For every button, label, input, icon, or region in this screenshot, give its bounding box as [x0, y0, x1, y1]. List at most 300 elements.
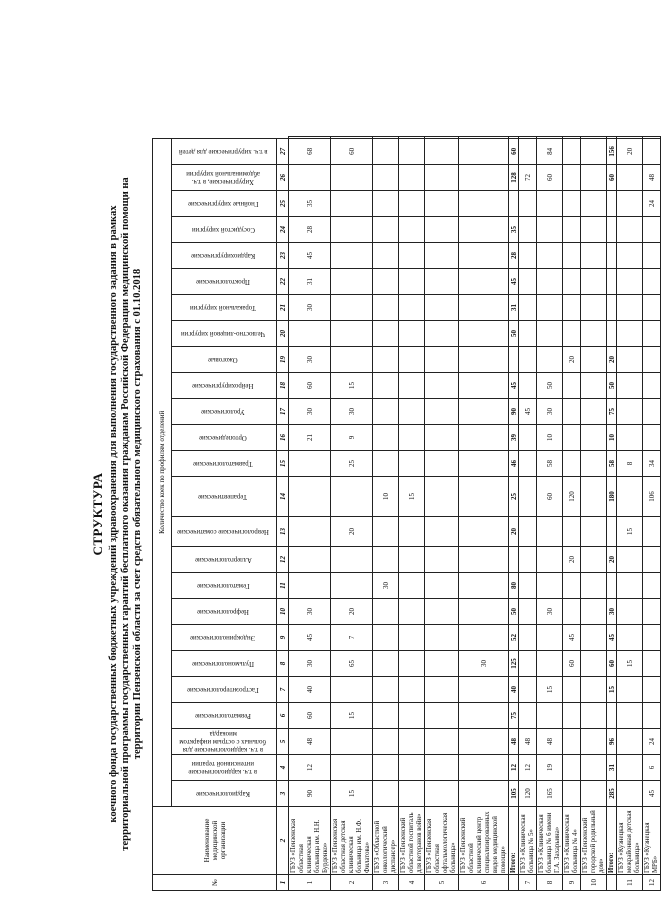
bed-count-cell	[425, 573, 459, 599]
column-number-cell: 23	[277, 243, 289, 269]
profile-header-label: Пульмонологические	[192, 660, 254, 668]
bed-count-cell	[607, 269, 617, 295]
bed-count-cell	[581, 137, 607, 139]
bed-count-cell	[331, 347, 373, 373]
bed-count-cell: 60	[563, 651, 581, 677]
profile-header-label: Проктологические	[196, 278, 250, 286]
bed-count-cell: 20	[563, 547, 581, 573]
profile-header-label: Нейрохирургические	[192, 382, 254, 390]
bed-count-cell	[425, 165, 459, 191]
row-number-cell: 7	[519, 875, 537, 891]
document-subtitle-line-3: территории Пензенской области за счет средств обязательного медицинского страхования с 01.10.2018	[132, 268, 143, 760]
profile-header-cell	[172, 677, 277, 703]
bed-count-cell	[519, 321, 537, 347]
bed-count-cell	[459, 425, 509, 451]
bed-count-cell: 60	[537, 477, 563, 517]
bed-count-cell: 60	[607, 165, 617, 191]
bed-count-cell	[519, 137, 537, 139]
bed-count-cell	[581, 477, 607, 517]
bed-count-cell	[563, 755, 581, 781]
bed-count-cell	[459, 677, 509, 703]
bed-count-cell: 105	[509, 781, 519, 807]
bed-count-cell	[425, 651, 459, 677]
bed-count-cell: 285	[607, 781, 617, 807]
bed-count-cell	[399, 677, 425, 703]
bed-count-cell	[617, 243, 643, 269]
bed-count-cell: 156	[607, 138, 617, 164]
profile-header-cell	[172, 269, 277, 295]
profile-header-cell	[172, 729, 277, 755]
bed-count-cell	[563, 373, 581, 399]
bed-count-cell	[519, 625, 537, 651]
bed-count-cell	[331, 191, 373, 217]
bed-count-cell	[289, 137, 331, 139]
bed-count-cell	[425, 703, 459, 729]
bed-count-cell	[537, 217, 563, 243]
bed-count-cell	[537, 573, 563, 599]
bed-count-cell	[331, 165, 373, 191]
bed-count-cell	[373, 138, 399, 164]
organization-name-cell: ГБУЗ «Пензенская областная офтальмологическая больница»	[425, 807, 459, 875]
bed-count-cell	[643, 321, 661, 347]
bed-count-cell	[289, 321, 331, 347]
bed-count-cell	[563, 399, 581, 425]
bed-count-cell	[617, 347, 643, 373]
bed-count-cell	[459, 755, 509, 781]
row-number-cell	[607, 875, 617, 891]
column-number-cell: 14	[277, 477, 289, 517]
bed-count-cell: 45	[607, 625, 617, 651]
bed-count-cell: 15	[331, 373, 373, 399]
bed-count-cell: 31	[607, 755, 617, 781]
bed-count-cell	[581, 547, 607, 573]
header-organization	[153, 807, 277, 875]
bed-count-cell: 90	[509, 399, 519, 425]
bed-count-cell	[563, 517, 581, 547]
bed-count-cell: 8	[617, 451, 643, 477]
column-number-cell: 4	[277, 755, 289, 781]
bed-count-cell	[425, 347, 459, 373]
bed-count-cell	[519, 477, 537, 517]
bed-count-cell	[643, 138, 661, 164]
bed-count-cell	[373, 625, 399, 651]
bed-count-cell	[537, 651, 563, 677]
profile-header-cell	[172, 547, 277, 573]
profile-header-cell	[172, 217, 277, 243]
bed-count-cell	[581, 373, 607, 399]
bed-count-cell	[617, 425, 643, 451]
profile-header-cell	[172, 165, 277, 191]
column-number-cell: 21	[277, 295, 289, 321]
bed-count-cell: 48	[509, 729, 519, 755]
column-number-cell: 7	[277, 677, 289, 703]
organization-name-cell: ГБУЗ «Кузнецкая межрайонная детская больница»	[617, 807, 643, 875]
bed-count-cell	[425, 399, 459, 425]
bed-count-cell	[537, 243, 563, 269]
bed-count-cell	[607, 243, 617, 269]
bed-count-cell	[607, 321, 617, 347]
table-row	[373, 137, 399, 891]
profile-header-label: Ортопедические	[199, 434, 247, 442]
bed-count-cell	[519, 517, 537, 547]
bed-count-cell	[563, 451, 581, 477]
bed-count-cell	[331, 547, 373, 573]
bed-count-cell	[617, 217, 643, 243]
bed-count-cell: 120	[563, 477, 581, 517]
row-number-cell: 2	[331, 875, 373, 891]
profile-header-cell	[172, 573, 277, 599]
bed-count-cell: 68	[289, 138, 331, 164]
column-number-cell: 8	[277, 651, 289, 677]
bed-count-cell: 35	[509, 217, 519, 243]
profile-header-cell	[172, 373, 277, 399]
bed-count-cell	[373, 451, 399, 477]
bed-count-cell	[519, 651, 537, 677]
bed-count-cell	[459, 399, 509, 425]
bed-count-cell: 30	[289, 599, 331, 625]
bed-count-cell	[399, 781, 425, 807]
bed-count-cell	[425, 781, 459, 807]
bed-count-cell	[617, 677, 643, 703]
organization-name-cell: ГБУЗ «Пензенский областной госпиталь для ветеранов войн»	[399, 807, 425, 875]
bed-count-cell	[331, 677, 373, 703]
bed-count-cell	[537, 703, 563, 729]
bed-count-cell	[509, 191, 519, 217]
bed-count-cell	[581, 217, 607, 243]
bed-count-cell: 15	[399, 477, 425, 517]
row-number-cell: 12	[643, 875, 661, 891]
bed-count-cell: 24	[643, 191, 661, 217]
bed-count-cell	[563, 191, 581, 217]
bed-count-cell	[617, 625, 643, 651]
bed-count-cell	[643, 517, 661, 547]
bed-count-cell: 75	[607, 399, 617, 425]
bed-count-cell: 9	[331, 425, 373, 451]
bed-count-cell	[459, 321, 509, 347]
bed-count-cell	[373, 677, 399, 703]
bed-count-cell	[537, 347, 563, 373]
bed-count-cell: 40	[289, 677, 331, 703]
bed-count-cell	[425, 373, 459, 399]
bed-count-cell	[509, 547, 519, 573]
bed-count-cell	[399, 517, 425, 547]
bed-count-cell	[399, 625, 425, 651]
bed-count-cell	[643, 373, 661, 399]
bed-count-cell	[581, 269, 607, 295]
bed-count-cell	[373, 425, 399, 451]
column-number-cell: 22	[277, 269, 289, 295]
bed-count-cell	[643, 399, 661, 425]
bed-count-cell	[581, 191, 607, 217]
bed-count-cell	[459, 451, 509, 477]
bed-count-cell	[373, 755, 399, 781]
bed-count-cell	[563, 677, 581, 703]
organization-name-cell: Итого:	[607, 807, 617, 875]
bed-count-cell	[373, 243, 399, 269]
bed-count-cell	[331, 243, 373, 269]
bed-count-cell	[519, 295, 537, 321]
bed-count-cell	[563, 217, 581, 243]
bed-count-cell	[459, 729, 509, 755]
bed-count-cell	[459, 703, 509, 729]
bed-count-cell	[519, 138, 537, 164]
bed-count-cell: 15	[607, 677, 617, 703]
row-number-cell	[509, 875, 519, 891]
bed-count-cell	[563, 425, 581, 451]
row-number-cell: 1	[289, 875, 331, 891]
bed-count-cell: 72	[519, 165, 537, 191]
bed-count-cell	[399, 295, 425, 321]
bed-count-cell: 15	[617, 517, 643, 547]
bed-count-cell	[425, 269, 459, 295]
bed-count-cell	[563, 599, 581, 625]
bed-count-cell	[617, 729, 643, 755]
bed-count-cell	[581, 755, 607, 781]
bed-count-cell: 30	[289, 399, 331, 425]
bed-count-cell	[331, 755, 373, 781]
bed-count-cell	[581, 625, 607, 651]
bed-count-cell	[617, 547, 643, 573]
bed-count-cell: 60	[607, 651, 617, 677]
bed-count-cell: 12	[519, 755, 537, 781]
bed-count-cell	[617, 781, 643, 807]
profile-header-cell	[172, 321, 277, 347]
bed-count-cell: 58	[537, 451, 563, 477]
bed-count-cell	[509, 137, 519, 139]
column-number-cell: 24	[277, 217, 289, 243]
bed-count-cell	[373, 217, 399, 243]
bed-count-cell	[581, 573, 607, 599]
profile-header-label: Ревматологические	[195, 712, 251, 720]
column-number-cell: 11	[277, 573, 289, 599]
bed-count-cell: 60	[289, 703, 331, 729]
bed-count-cell	[425, 217, 459, 243]
profile-header-cell	[172, 347, 277, 373]
bed-count-cell	[425, 137, 459, 139]
bed-count-cell	[425, 191, 459, 217]
bed-count-cell: 46	[509, 451, 519, 477]
bed-count-cell: 45	[509, 373, 519, 399]
bed-count-cell: 20	[509, 517, 519, 547]
column-number-cell: 12	[277, 547, 289, 573]
bed-count-cell: 60	[331, 138, 373, 164]
table-row	[643, 137, 661, 891]
bed-count-cell	[399, 425, 425, 451]
table-row	[459, 137, 509, 891]
bed-count-cell	[581, 295, 607, 321]
column-number-cell: 19	[277, 347, 289, 373]
bed-count-cell	[563, 137, 581, 139]
bed-count-cell: 45	[563, 625, 581, 651]
bed-count-cell	[617, 295, 643, 321]
table-row	[289, 137, 331, 891]
table-column-number-row	[277, 137, 289, 891]
bed-count-cell	[399, 321, 425, 347]
bed-structure-table	[152, 136, 661, 891]
header-organization-label: Наименование медицинской организации	[202, 818, 227, 863]
bed-count-cell	[537, 191, 563, 217]
profile-header-cell	[172, 425, 277, 451]
bed-count-cell	[331, 295, 373, 321]
bed-count-cell	[617, 373, 643, 399]
profile-header-label: Кардиологические	[196, 790, 250, 798]
bed-count-cell: 10	[607, 425, 617, 451]
bed-count-cell	[399, 703, 425, 729]
bed-count-cell	[563, 269, 581, 295]
bed-count-cell	[373, 399, 399, 425]
column-number-cell: 20	[277, 321, 289, 347]
profile-header-label: Сосудистой хирургии	[191, 226, 255, 234]
bed-count-cell	[399, 451, 425, 477]
bed-count-cell	[537, 295, 563, 321]
bed-count-cell	[289, 517, 331, 547]
row-number-cell: 11	[617, 875, 643, 891]
document-subtitle-line-1: коечного фонда государственных бюджетных учреждений здравоохранения для выполнения государственного задания в рамках	[108, 205, 119, 823]
bed-count-cell: 48	[289, 729, 331, 755]
bed-count-cell	[459, 373, 509, 399]
bed-count-cell	[459, 625, 509, 651]
profile-header-cell	[172, 399, 277, 425]
bed-count-cell	[581, 243, 607, 269]
bed-count-cell: 25	[331, 451, 373, 477]
bed-count-cell	[563, 729, 581, 755]
bed-count-cell	[425, 295, 459, 321]
organization-name-cell: ГБУЗ «Клиническая больница № 4»	[563, 807, 581, 875]
bed-count-cell	[581, 651, 607, 677]
bed-count-cell	[373, 165, 399, 191]
bed-count-cell	[563, 703, 581, 729]
bed-count-cell	[425, 517, 459, 547]
bed-count-cell	[399, 651, 425, 677]
column-number-cell: 27	[277, 138, 289, 164]
column-number-cell: 16	[277, 425, 289, 451]
bed-count-cell	[459, 191, 509, 217]
bed-count-cell	[373, 781, 399, 807]
profile-header-cell	[172, 651, 277, 677]
bed-count-cell: 48	[537, 729, 563, 755]
bed-count-cell: 30	[607, 599, 617, 625]
bed-count-cell	[459, 217, 509, 243]
bed-count-cell	[563, 781, 581, 807]
bed-count-cell	[331, 321, 373, 347]
bed-count-cell	[399, 729, 425, 755]
bed-count-cell: 12	[289, 755, 331, 781]
bed-count-cell	[373, 729, 399, 755]
bed-count-cell: 60	[509, 138, 519, 164]
bed-count-cell	[331, 269, 373, 295]
bed-count-cell	[399, 138, 425, 164]
bed-count-cell	[581, 165, 607, 191]
bed-count-cell: 60	[289, 373, 331, 399]
column-number-cell: 15	[277, 451, 289, 477]
bed-count-cell: 60	[537, 165, 563, 191]
row-number-cell: 5	[425, 875, 459, 891]
bed-count-cell	[373, 517, 399, 547]
organization-name-cell: ГБУЗ «Пензенский областной клинический центр специализированных видов медицинской помощи»	[459, 807, 509, 875]
row-number-cell: 4	[399, 875, 425, 891]
bed-count-cell	[643, 425, 661, 451]
bed-count-cell: 39	[509, 425, 519, 451]
bed-count-cell	[425, 625, 459, 651]
bed-count-cell	[425, 451, 459, 477]
bed-count-cell	[425, 729, 459, 755]
bed-count-cell	[607, 191, 617, 217]
bed-count-cell	[399, 243, 425, 269]
bed-count-cell: 128	[509, 165, 519, 191]
bed-count-cell	[373, 137, 399, 139]
bed-count-cell: 75	[509, 703, 519, 729]
bed-count-cell	[425, 755, 459, 781]
bed-count-cell	[643, 269, 661, 295]
bed-count-cell: 10	[537, 425, 563, 451]
bed-count-cell	[607, 517, 617, 547]
bed-count-cell: 12	[509, 755, 519, 781]
profile-header-label: Эндокринологические	[190, 634, 256, 642]
profile-header-label: Гематологические	[196, 582, 250, 590]
bed-count-cell	[425, 599, 459, 625]
bed-count-cell	[581, 517, 607, 547]
bed-count-cell	[617, 477, 643, 517]
bed-count-cell	[399, 573, 425, 599]
bed-count-cell	[581, 321, 607, 347]
bed-count-cell: 40	[509, 677, 519, 703]
profile-header-label: Хирургические, в т.ч. абдоминальной хирургии	[186, 170, 260, 186]
bed-count-cell	[459, 517, 509, 547]
bed-count-cell	[617, 165, 643, 191]
bed-count-cell	[425, 677, 459, 703]
bed-count-cell	[459, 137, 509, 139]
bed-count-cell: 50	[509, 321, 519, 347]
organization-name-cell: ГБУЗ «Пензенская областная детская клиническая больница им. Н.Ф. Филатова»	[331, 807, 373, 875]
bed-count-cell: 30	[537, 399, 563, 425]
bed-count-cell	[519, 573, 537, 599]
bed-count-cell	[607, 295, 617, 321]
bed-count-cell	[519, 451, 537, 477]
bed-count-cell	[581, 677, 607, 703]
bed-count-cell: 7	[331, 625, 373, 651]
column-number-cell: 2	[277, 807, 289, 875]
bed-count-cell: 25	[509, 477, 519, 517]
column-number-cell: 18	[277, 373, 289, 399]
profile-header-cell	[172, 517, 277, 547]
bed-count-cell	[607, 573, 617, 599]
bed-count-cell	[425, 477, 459, 517]
bed-count-cell	[459, 165, 509, 191]
profile-header-label: Гнойные хирургические	[187, 200, 259, 208]
column-number-cell: 5	[277, 729, 289, 755]
bed-count-cell	[373, 191, 399, 217]
profile-header-cell	[172, 451, 277, 477]
table-group-header-row	[153, 137, 172, 891]
bed-count-cell	[581, 347, 607, 373]
bed-count-cell	[563, 138, 581, 164]
bed-count-cell	[519, 373, 537, 399]
bed-count-cell	[581, 703, 607, 729]
bed-count-cell	[643, 625, 661, 651]
bed-count-cell	[289, 477, 331, 517]
header-bed-count-group: Количество коек по профилям отделений	[153, 138, 172, 806]
column-number-cell: 26	[277, 165, 289, 191]
bed-count-cell	[399, 217, 425, 243]
bed-count-cell	[399, 191, 425, 217]
bed-count-cell: 65	[331, 651, 373, 677]
bed-count-cell	[373, 269, 399, 295]
bed-count-cell	[459, 477, 509, 517]
bed-count-cell	[581, 729, 607, 755]
bed-count-cell	[643, 599, 661, 625]
organization-name-cell: ГБУЗ «Клиническая больница № 5»	[519, 807, 537, 875]
bed-count-cell: 50	[607, 373, 617, 399]
